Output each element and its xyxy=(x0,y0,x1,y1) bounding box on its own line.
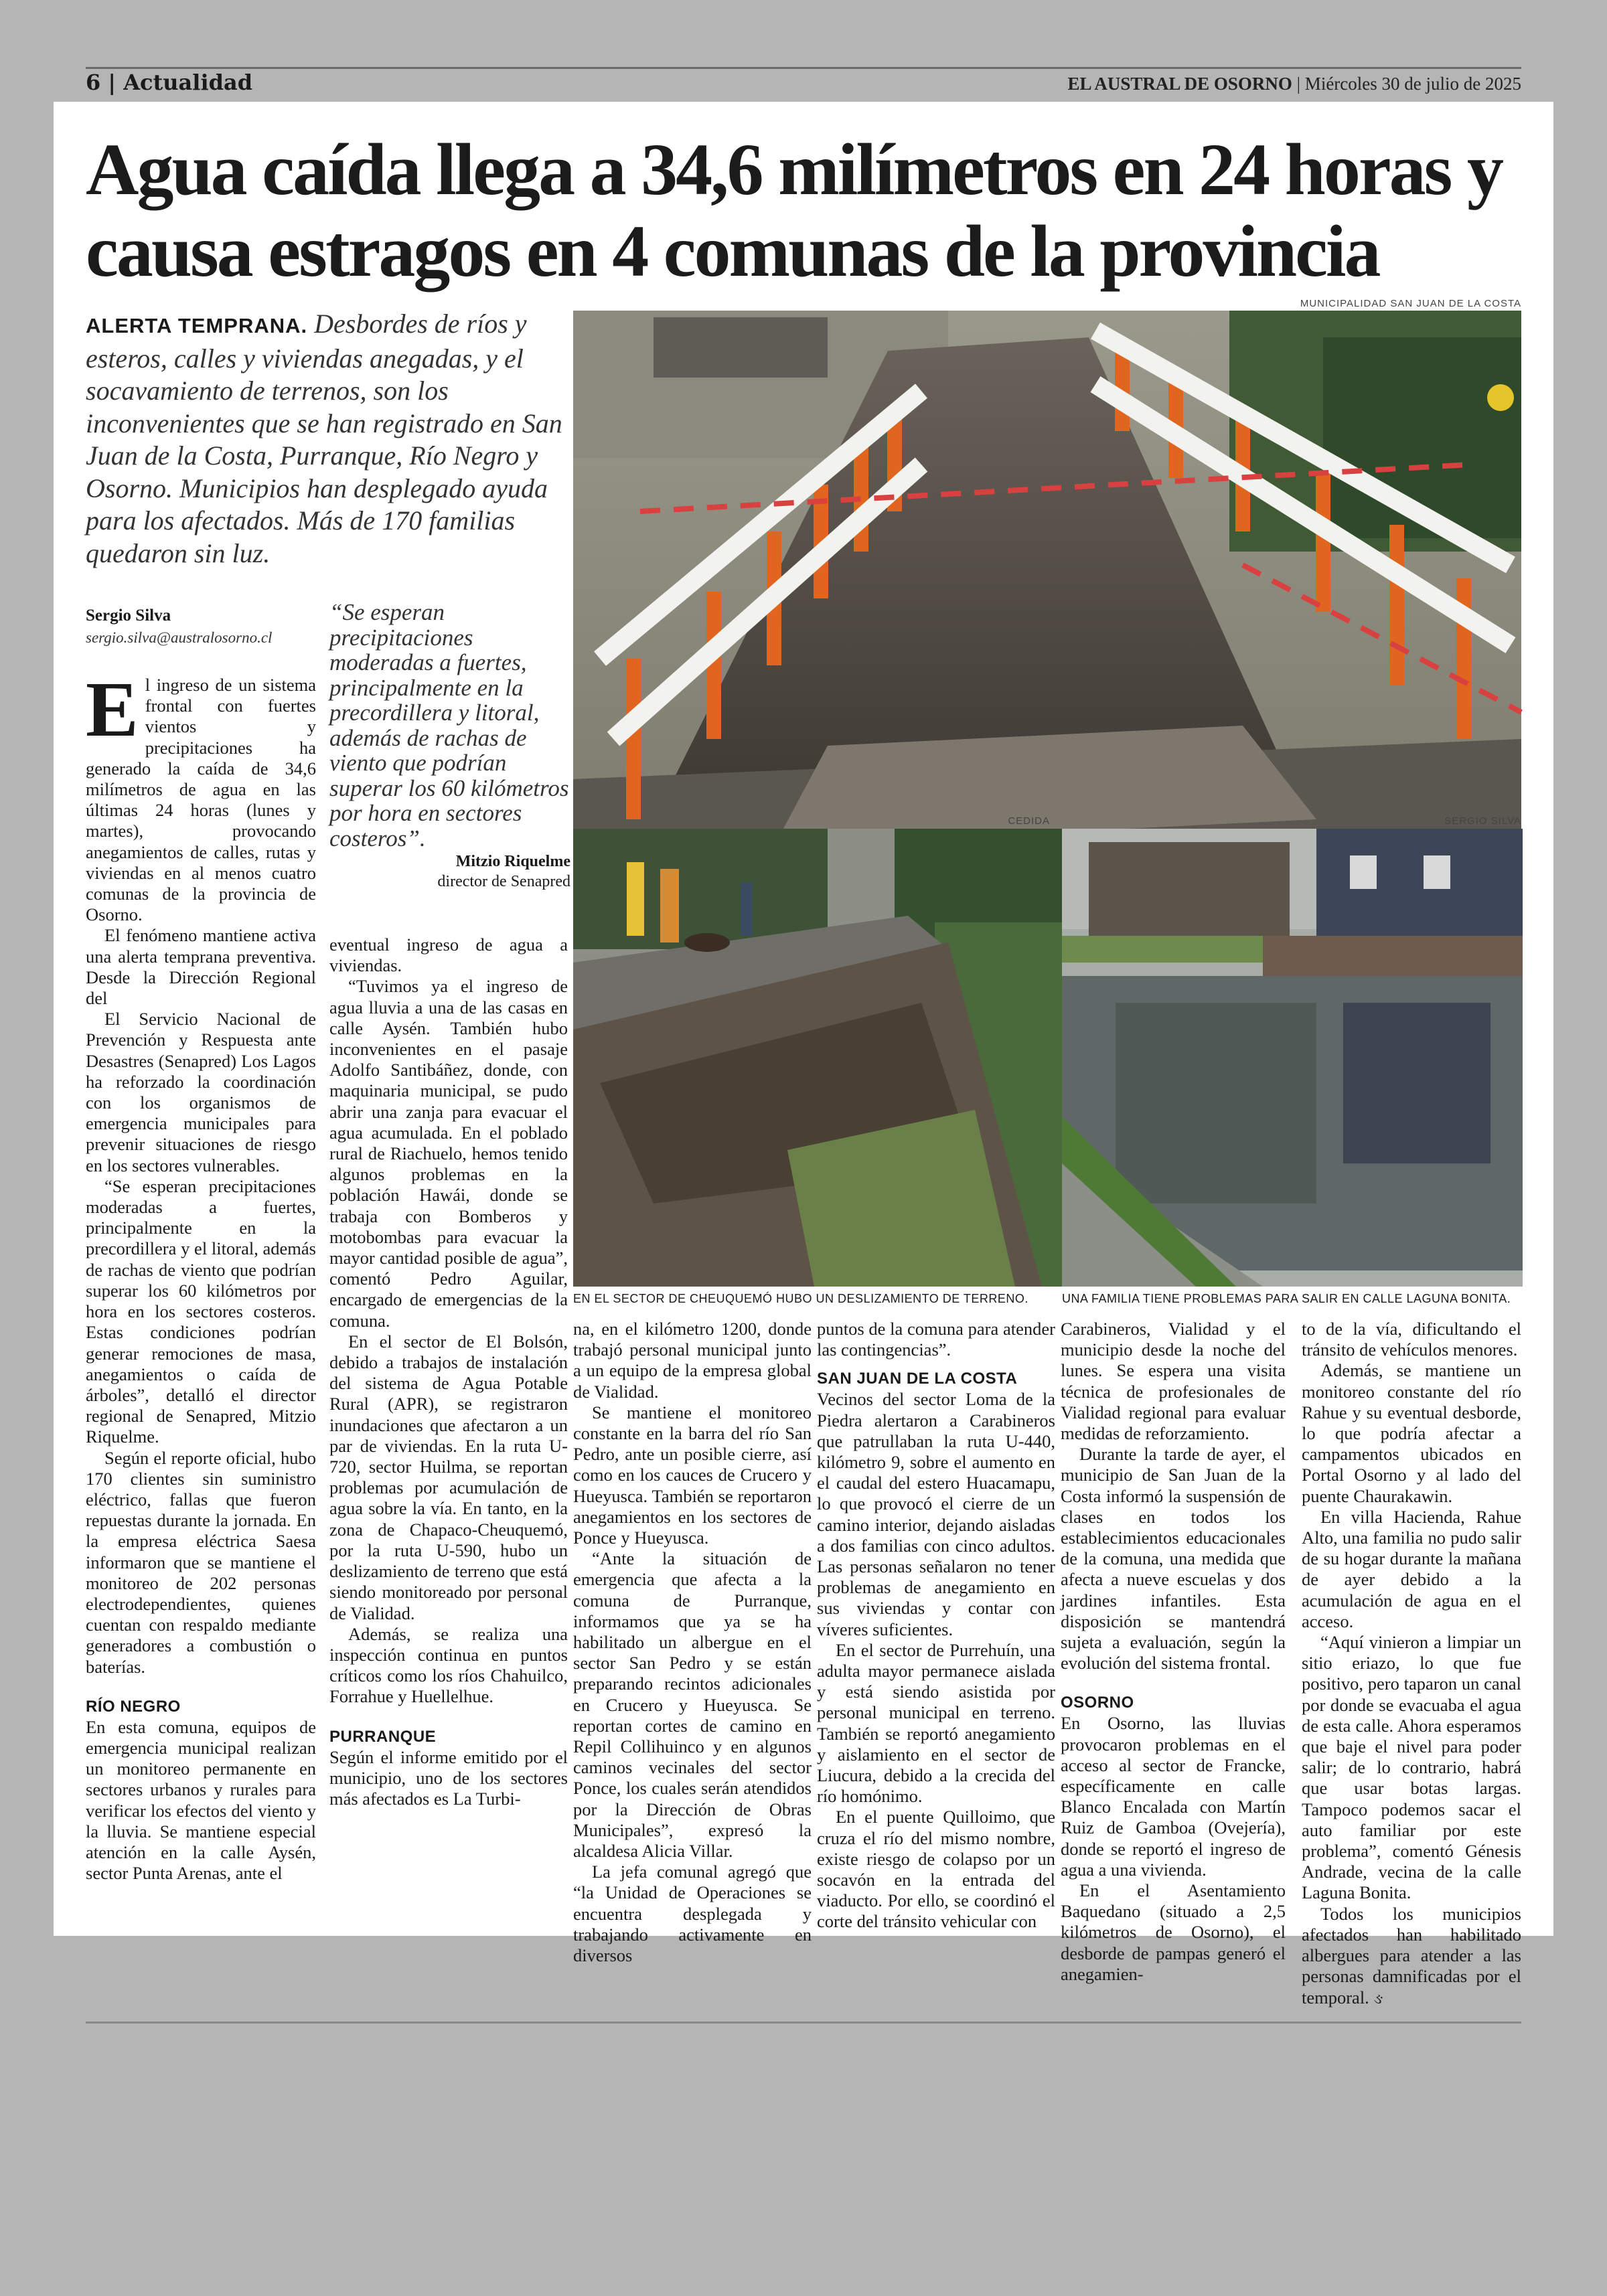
page-header xyxy=(86,70,1521,96)
body-paragraph: to de la vía, dificultando el tránsito de vehículos menores. xyxy=(1302,1319,1521,1360)
body-paragraph: En Osorno, las lluvias provocaron problemas en el acceso al sector de Francke, específicamente en calle Blanco Encalada con Martín Ruiz de Gamboa (Ovejería), donde se reportó el ingreso de agua a una vivienda. xyxy=(1061,1713,1286,1880)
text-column-6 xyxy=(1302,1319,1521,2007)
body-paragraph: “Ante la situación de emergencia que afecta a la comuna de Purranque, informamos que ya se ha habilitado un albergue en el sector San Pedro y se están preparando recintos adicionales en Crucero y Hueyusca. Se reportan cortes de camino en Repil Collihuinco y en algunos caminos vecinales del sector Ponce, los cuales serán atendidos por la Dirección de Obras Municipales”, expresó la alcaldesa Alicia Villar. xyxy=(573,1548,812,1862)
body-paragraph: Todos los municipios afectados han habilitado albergues para atender a las personas damnificadas por el temporal. ઙ xyxy=(1302,1903,1521,2007)
photo-flood xyxy=(1062,829,1523,1287)
body-paragraph: Según el reporte oficial, hubo 170 clientes sin suministro eléctrico, fallas que fueron repuestas durante la jornada. En la empresa eléctrica Saesa informaron que se mantiene el monitoreo de 202 personas electrodependientes, quienes cuentan con respaldo mediante generadores a combustión o baterías. xyxy=(86,1447,316,1677)
top-rule xyxy=(86,67,1521,69)
lead-text: Desbordes de ríos y esteros, calles y viviendas anegadas, y el socavamiento de terrenos, son los inconvenientes que se han registrado en San Juan de la Costa, Purranque, Río Negro y Osorno. Municipios han desplegado ayuda para los afectados. Más de 170 familias quedaron sin luz. xyxy=(86,309,562,568)
body-paragraph: La jefa comunal agregó que “la Unidad de Operaciones se encuentra desplegada y trabajando activamente en diversos xyxy=(573,1862,812,1966)
body-paragraph: En el sector de El Bolsón, debido a trabajos de instalación del sistema de Agua Potable Rural (APR), se registraron inundaciones que afectaron a un par de viviendas. En la ruta U-720, sector Huilma, se reportan problemas por acumulación de agua sobre la vía. En tanto, en la zona de Chapaco-Cheuquemó, por la ruta U-590, hubo un deslizamiento de terreno que está siendo monitoreado por personal de Vialidad. xyxy=(329,1331,568,1623)
body-paragraph: Según el informe emitido por el municipio, uno de los sectores más afectados es La Turbi- xyxy=(329,1746,568,1809)
body-paragraph: eventual ingreso de agua a viviendas. xyxy=(329,934,568,976)
headline: Agua caída llega a 34,6 milímetros en 24 horas y causa estragos en 4 comunas de la provincia xyxy=(86,129,1502,292)
body-paragraph: “Tuvimos ya el ingreso de agua lluvia a una de las casas en calle Aysén. También hubo inconvenientes en el pasaje Adolfo Santibáñez, donde, con maquinaria municipal, se pudo abrir una zanja para evacuar el agua acumulada. En el poblado rural de Riachuelo, hemos tenido algunos problemas en la población Hawái, donde se trabaja con Bomberos y motobombas para evacuar la mayor cantidad posible de agua”, comentó Pedro Aguilar, encargado de emergencias de la comuna. xyxy=(329,976,568,1331)
subhead-rio-negro: RÍO NEGRO xyxy=(86,1697,181,1716)
body-paragraph: El fenómeno mantiene activa una alerta temprana preventiva. Desde la Dirección Regional del xyxy=(86,925,316,1009)
bottom-rule xyxy=(86,2022,1521,2024)
article-page xyxy=(54,102,1553,2007)
body-paragraph: Además, se realiza una inspección continua en puntos críticos como los ríos Chahuilco, Forrahue y Huellelhue. xyxy=(329,1623,568,1707)
body-paragraph: na, en el kilómetro 1200, donde trabajó personal municipal junto a un equipo de la empresa global de Vialidad. xyxy=(573,1319,812,1402)
body-paragraph: “Se esperan precipitaciones moderadas a fuertes, principalmente en la precordillera y el litoral, además de rachas de viento que podrían superar los 60 kilómetros por hora en los sectores costeros. Estas condiciones podrían generar remociones de masa, anegamientos o caída de árboles”, detalló el director regional de Senapred, Mitzio Riquelme. xyxy=(86,1175,316,1447)
pull-quote-author: Mitzio Riquelme xyxy=(455,853,570,870)
photo-caption-flood: UNA FAMILIA TIENE PROBLEMAS PARA SALIR EN CALLE LAGUNA BONITA. xyxy=(1062,1292,1511,1305)
lead-paragraph xyxy=(86,308,583,570)
photo-credit-flood: SERGIO SILVA xyxy=(1444,815,1521,827)
text-column-1 xyxy=(86,665,316,1884)
photo-credit-bridge: MUNICIPALIDAD SAN JUAN DE LA COSTA xyxy=(1300,298,1521,309)
pull-quote: “Se esperan precipitaciones moderadas a fuertes, principalmente en la precordillera y litoral, además de rachas de viento que podrían superar los 60 kilómetros por hora en sectores costeros”. xyxy=(329,599,569,851)
photo-bridge xyxy=(573,311,1521,880)
landslide-illustration xyxy=(573,829,1089,1287)
paper-name: EL AUSTRAL DE OSORNO xyxy=(1067,74,1292,94)
end-mark-icon: ઙ xyxy=(1373,1990,1383,2007)
byline-author: Sergio Silva xyxy=(86,606,171,625)
body-paragraph: “Aquí vinieron a limpiar un sitio eriazo, lo que fue positivo, pero taparon un canal por donde se evacuaba el agua de esta calle. Ahora esperamos que baje el nivel para poder salir; de lo contrario, habrá que usar botas largas. Tampoco podemos sacar el auto familiar por este problema”, comentó Génesis Andrade, vecina de la calle Laguna Bonita. xyxy=(1302,1632,1521,1903)
body-paragraph: En esta comuna, equipos de emergencia municipal realizan un monitoreo permanente en sectores urbanos y rurales para verificar los efectos del viento y la lluvia. Se mantiene especial atención en la calle Aysén, sector Punta Arenas, ante el xyxy=(86,1716,316,1884)
text-column-4 xyxy=(817,1319,1055,1932)
subhead-san-juan-de-la-costa: SAN JUAN DE LA COSTA xyxy=(817,1370,1018,1388)
body-paragraph: En el puente Quilloimo, que cruza el río del mismo nombre, existe riesgo de colapso por un socavón en la entrada del viaducto. Por ello, se coordinó el corte del tránsito vehicular con xyxy=(817,1807,1055,1932)
issue-date: | Miércoles 30 de julio de 2025 xyxy=(1296,74,1521,94)
body-paragraph: puntos de la comuna para atender las contingencias”. xyxy=(817,1319,1055,1360)
body-paragraph: Además, se mantiene un monitoreo constante del río Rahue y su eventual desborde, lo que podría afectar a campamentos ubicados en Portal Osorno y al lado del puente Chaurakawin. xyxy=(1302,1360,1521,1506)
body-paragraph: Durante la tarde de ayer, el municipio de San Juan de la Costa informó la suspensión de clases en todos los establecimientos educacionales de la comuna, una medida que afecta a nueve escuelas y dos jardines infantiles. Esta disposición se mantendrá sujeta a evaluación, según la evolución del sistema frontal. xyxy=(1061,1444,1286,1673)
flood-illustration xyxy=(1062,829,1523,1287)
dateline xyxy=(1068,74,1521,94)
body-paragraph: En el Asentamiento Baquedano (situado a 2,5 kilómetros de Osorno), el desborde de pampas generó el anegamien- xyxy=(1061,1880,1286,1984)
body-paragraph: El ingreso de un sistema frontal con fuertes vientos y precipitaciones ha generado la caída de 34,6 milímetros de agua en las últimas 24 horas (lunes y martes), provocando anegamientos de calles, rutas y viviendas en al menos cuatro comunas de la provincia de Osorno. xyxy=(86,665,316,925)
photo-landslide xyxy=(573,829,1089,1287)
subhead-osorno: OSORNO xyxy=(1061,1694,1134,1712)
body-paragraph: Carabineros, Vialidad y el municipio desde la noche del lunes. Se espera una visita técnica de profesionales de Vialidad regional para evaluar medidas de reforzamiento. xyxy=(1061,1319,1286,1444)
text-column-2 xyxy=(329,934,568,1872)
pull-quote-role: director de Senapred xyxy=(437,873,570,890)
subhead-purranque: PURRANQUE xyxy=(329,1727,437,1746)
pull-quote-attribution xyxy=(437,851,570,892)
text-column-5 xyxy=(1061,1319,1286,1984)
body-paragraph: El Servicio Nacional de Prevención y Respuesta ante Desastres (Senapred) Los Lagos ha reforzado la coordinación con los organismos de emergencia municipales para prevenir situaciones de riesgo en los sectores vulnerables. xyxy=(86,1009,316,1175)
byline-email[interactable]: sergio.silva@australosorno.cl xyxy=(86,629,273,646)
photo-caption-landslide: EN EL SECTOR DE CHEUQUEMÓ HUBO UN DESLIZAMIENTO DE TERRENO. xyxy=(573,1292,1028,1305)
bridge-illustration xyxy=(573,311,1521,880)
body-paragraph: Vecinos del sector Loma de la Piedra alertaron a Carabineros que patrullaban la ruta U-440, kilómetro 9, sobre el aumento en el caudal del estero Huacamapu, lo que provocó el cierre de un camino interior, dejando aisladas a dos familias con cinco adultos. Las personas señalaron no tener problemas de anegamiento en sus viviendas y contar con víveres suficientes. xyxy=(817,1389,1055,1639)
kicker: ALERTA TEMPRANA. xyxy=(86,314,308,337)
section-label: 6 | Actualidad xyxy=(86,70,253,95)
text-column-3 xyxy=(573,1319,812,1966)
drop-cap: E xyxy=(86,665,139,753)
body-paragraph: En el sector de Purrehuín, una adulta mayor permanece aislada y está siendo asistida por personal municipal en terreno. También se reportó anegamiento y aislamiento en el sector de Liucura, debido a la crecida del río homónimo. xyxy=(817,1639,1055,1807)
body-paragraph: Se mantiene el monitoreo constante en la barra del río San Pedro, ante un posible cierre, así como en los cauces de Crucero y Hueyusca. También se reportaron anegamientos en los sectores de Ponce y Hueyusca. xyxy=(573,1402,812,1548)
body-paragraph: En villa Hacienda, Rahue Alto, una familia no pudo salir de su hogar durante la mañana de ayer debido a la acumulación de agua en el acceso. xyxy=(1302,1506,1521,1631)
photo-credit-landslide-label: CEDIDA xyxy=(1008,815,1050,827)
